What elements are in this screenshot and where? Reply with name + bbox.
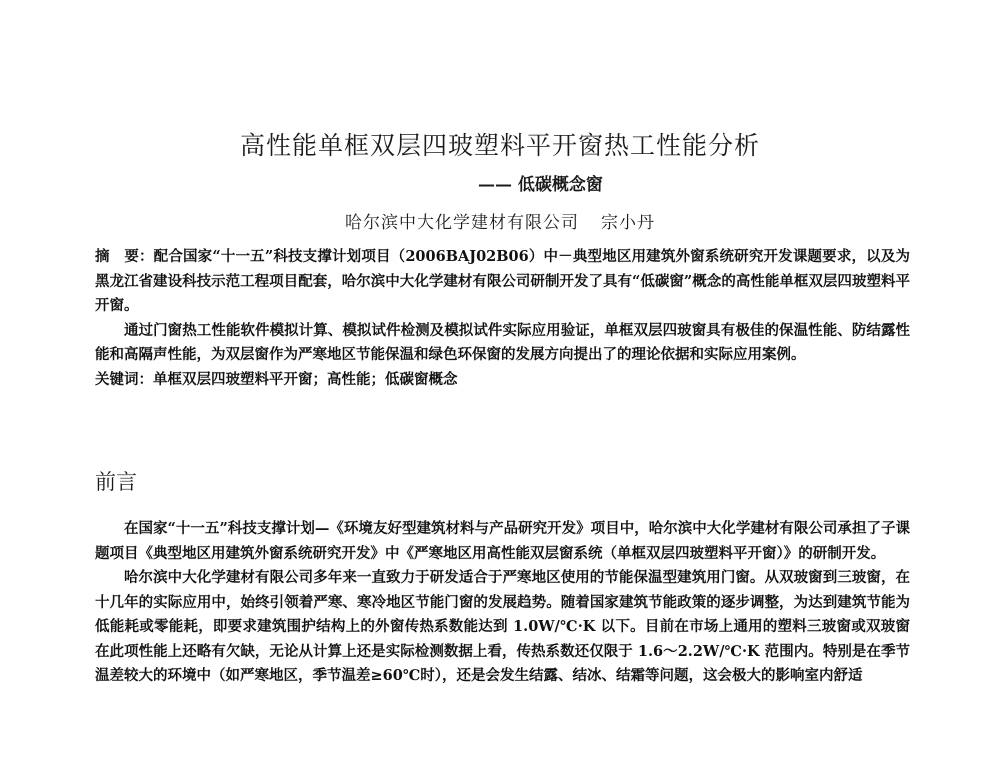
abstract-paragraph-1	[95, 245, 910, 319]
keywords-label: 关键词：	[95, 370, 153, 388]
intro-paragraph-1: 在国家“十一五”科技支撑计划—《环境友好型建筑材料与产品研究开发》项目中，哈尔滨中大化学建材有限公司承担了子课题项目《典型地区用建筑外窗系统研究开发》中《严寒地区用高性能双层窗系统（单框双层四玻塑料平开窗）》的研制开发。	[95, 520, 910, 562]
author-name: 宗小丹	[601, 213, 655, 233]
abstract-text-1: 配合国家“十一五”科技支撑计划项目（2006BAJ02B06）中－典型地区用建筑外窗系统研究开发课题要求，以及为黑龙江省建设科技示范工程项目配套，哈尔滨中大化学建材有限公司研制开发了具有“低碳窗”概念的高性能单框双层四玻塑料平开窗。	[95, 248, 911, 314]
section-heading: 前言	[95, 470, 137, 494]
keywords-line	[95, 368, 910, 393]
abstract-label: 摘 要：	[95, 248, 154, 265]
intro-paragraph-2: 哈尔滨中大化学建材有限公司多年来一直致力于研发适合于严寒地区使用的节能保温型建筑用门窗。从双玻窗到三玻窗，在十几年的实际应用中，始终引领着严寒、寒冷地区节能门窗的发展趋势。随着国家建筑节能政策的逐步调整，为达到建筑节能为低能耗或零能耗，即要求建筑围护结构上的外窗传热系数能达到 1.0W/℃·K 以下。目前在市场上通用的塑料三玻窗或双玻窗在此项性能上还略有欠缺，无论从计算上还是实际检测数据上看，传热系数还仅限于 1.6～2.2W/℃·K 范围内。特别是在季节温差较大的环境中（如严寒地区，季节温差≥60℃时），还是会发生结露、结冰、结霜等问题，这会极大的影响室内舒适	[95, 569, 910, 684]
author-organization: 哈尔滨中大化学建材有限公司	[345, 213, 579, 233]
keywords-text: 单框双层四玻塑料平开窗；高性能；低碳窗概念	[153, 370, 458, 388]
abstract-block	[95, 245, 910, 392]
paper-subtitle: —— 低碳概念窗	[478, 175, 603, 195]
abstract-paragraph-2: 通过门窗热工性能软件模拟计算、模拟试件检测及模拟试件实际应用验证，单框双层四玻窗具有极佳的保温性能、防结露性能和高隔声性能，为双层窗作为严寒地区节能保温和绿色环保窗的发展方向提出了的理论依据和实际应用案例。	[95, 321, 910, 363]
paper-title: 高性能单框双层四玻塑料平开窗热工性能分析	[239, 131, 760, 160]
introduction-block	[95, 517, 910, 689]
author-line	[0, 208, 1000, 233]
